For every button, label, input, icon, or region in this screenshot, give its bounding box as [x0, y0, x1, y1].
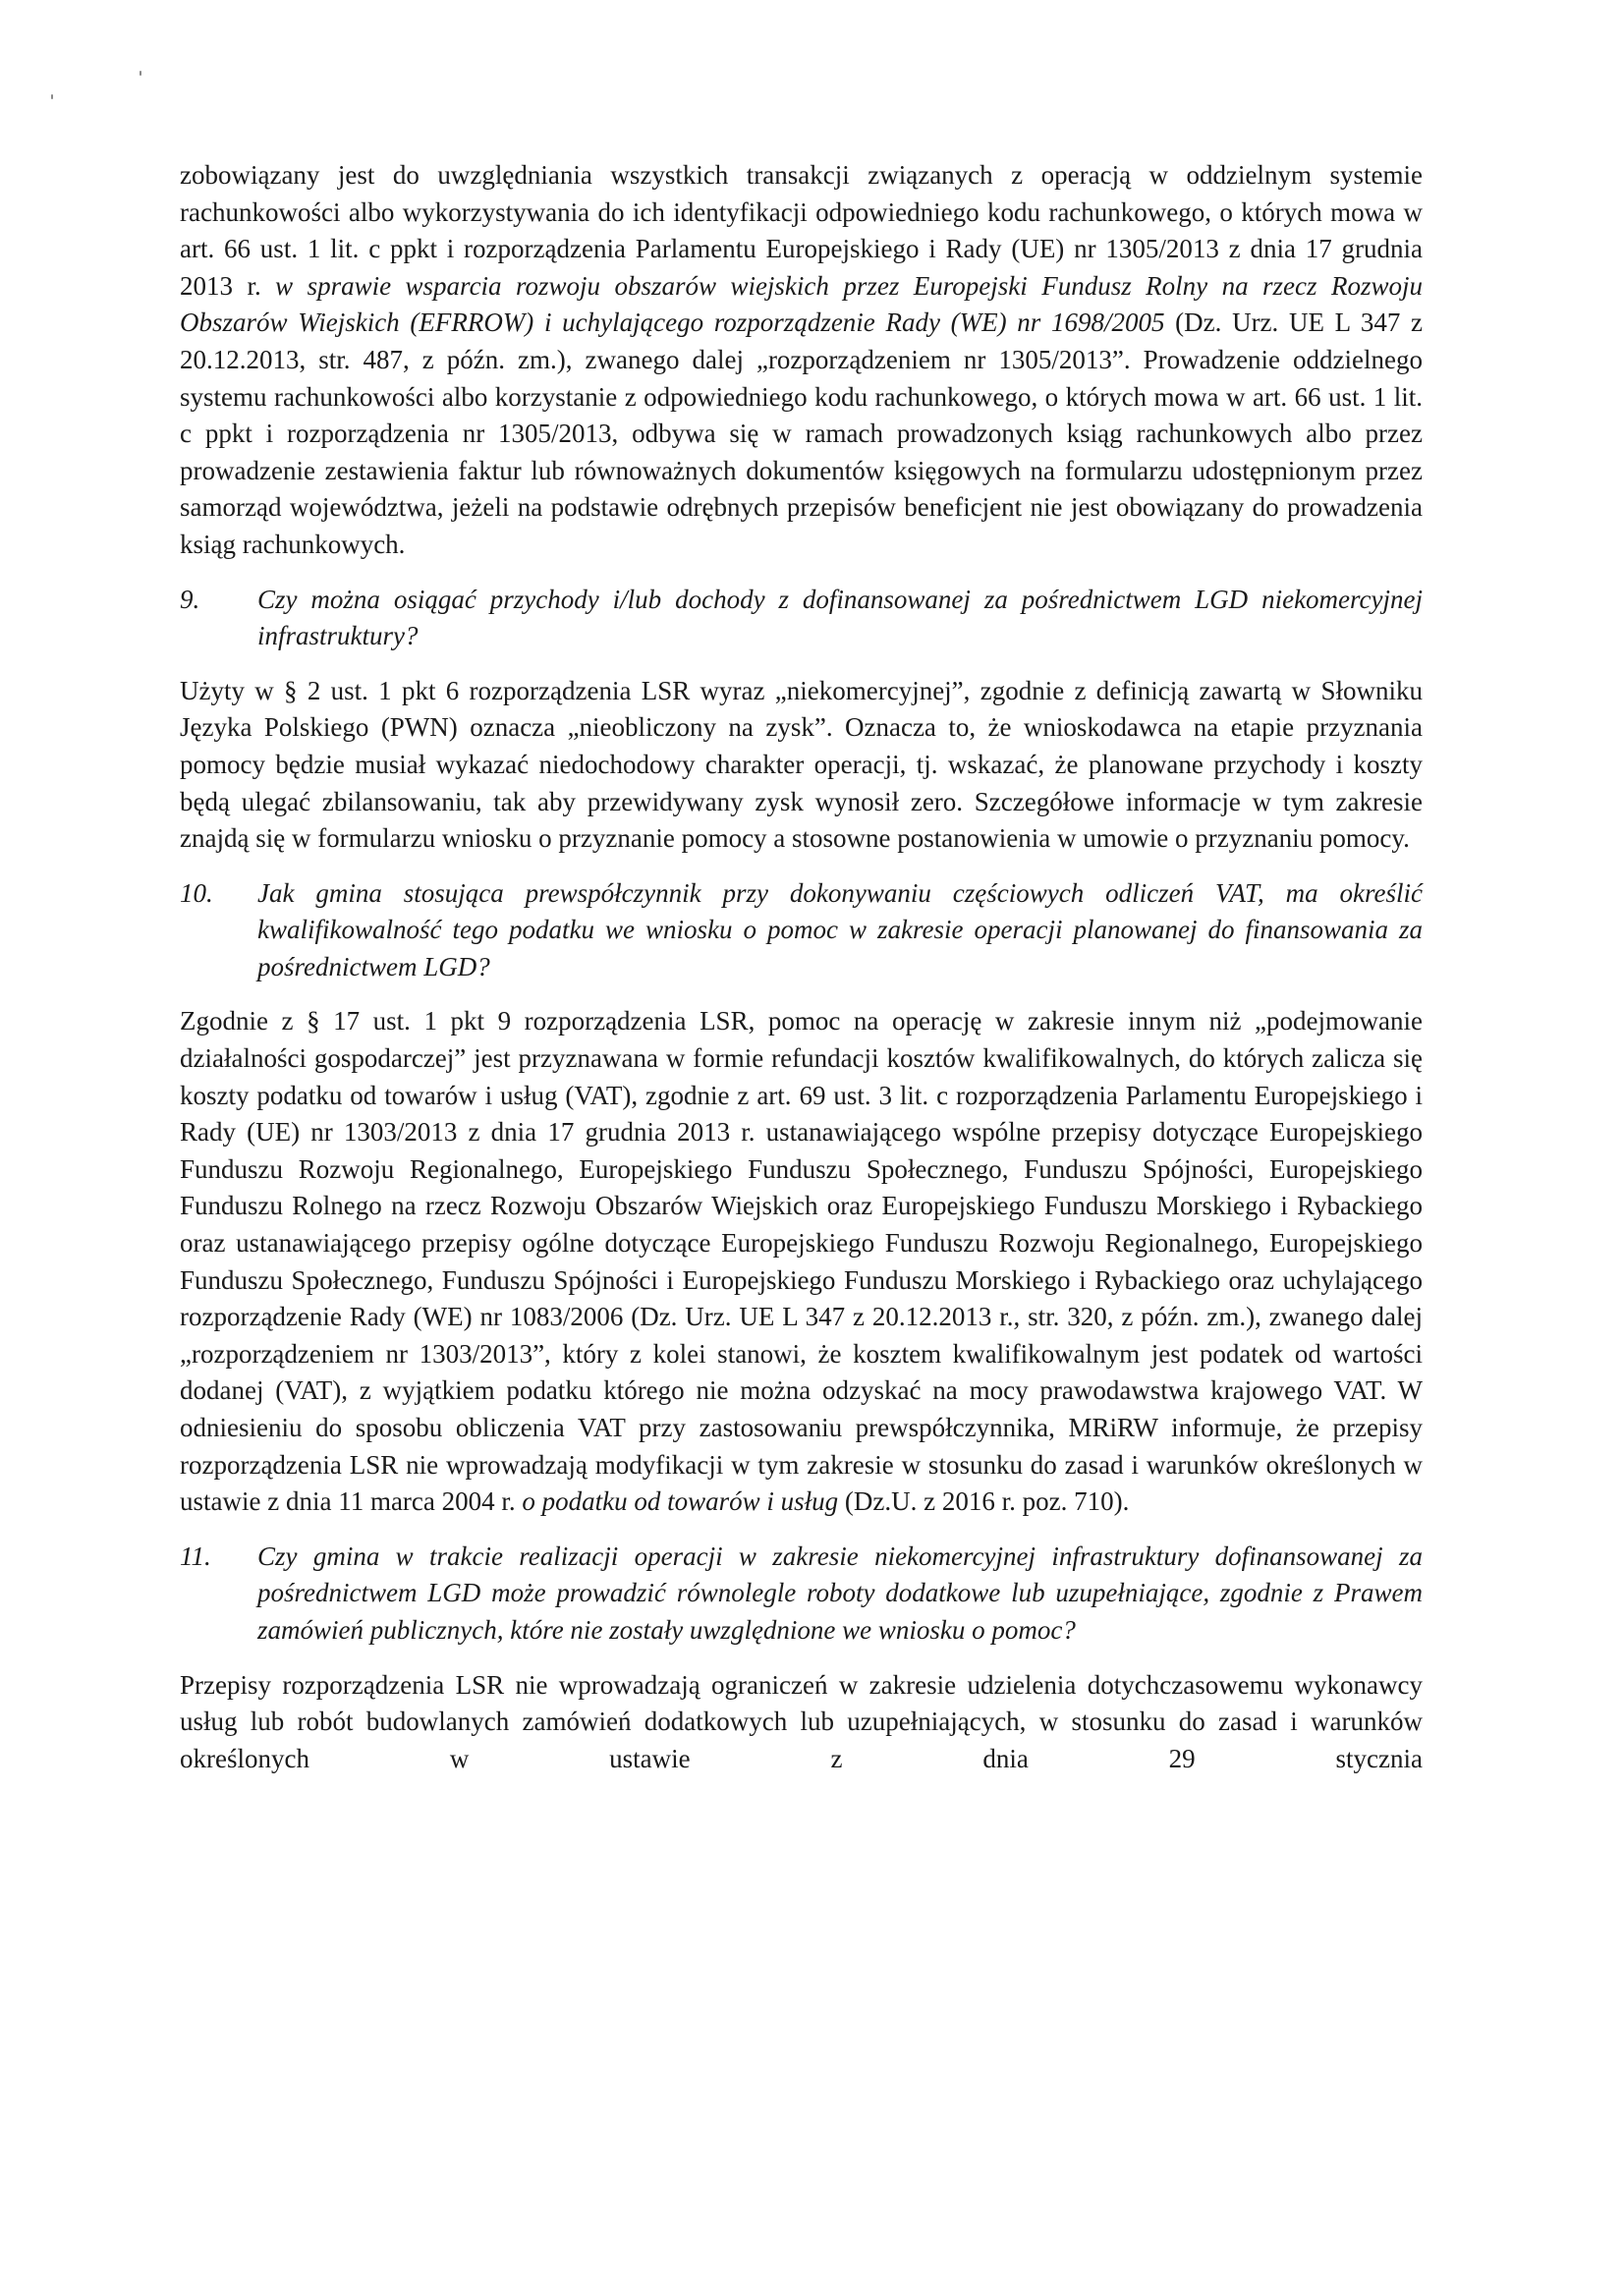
question-number: 9. — [180, 584, 200, 614]
paragraph-text: zobowiązany jest do uwzględniania wszystkich transakcji związanych z operacją w oddzielnym systemie rachunkowości albo wykorzystywania do ich identyfikacji odpowiedniego kodu rachunkowego, o których mowa w art. 66 ust. 1 lit. c ppkt i rozporządzenia Parlamentu Europejskiego i Rady (UE) nr 1305/2013 z dnia 17 grudnia 2013 r. — [180, 160, 1423, 301]
question-text: Czy gmina w trakcie realizacji operacji w zakresie niekomercyjnej infrastruktury dofinansowanej za pośrednictwem LGD może prowadzić równolegle roboty dodatkowe lub uzupełniające, zgodnie z Prawem zamówień publicznych, które nie zostały uwzględnione we wniosku o pomoc? — [257, 1540, 1423, 1645]
scan-speck — [140, 71, 141, 76]
document-page — [180, 157, 1423, 1777]
question-11 — [180, 1539, 1423, 1650]
answer-11: Przepisy rozporządzenia LSR nie wprowadzają ograniczeń w zakresie udzielenia dotychczasowemu wykonawcy usług lub robót budowlanych zamówień dodatkowych lub uzupełniających, w stosunku do zasad i warunków określonych w ustawie z dnia 29 stycznia — [180, 1669, 1423, 1773]
question-text: Jak gmina stosująca prewspółczynnik przy dokonywaniu częściowych odliczeń VAT, ma określić kwalifikowalność tego podatku we wniosku o pomoc w zakresie operacji planowanej do finansowania za pośrednictwem LGD? — [257, 877, 1423, 981]
answer-9: Użyty w § 2 ust. 1 pkt 6 rozporządzenia LSR wyraz „niekomercyjnej”, zgodnie z definicją zawartą w Słowniku Języka Polskiego (PWN) oznacza „nieobliczony na zysk”. Oznacza to, że wnioskodawca na etapie przyznania pomocy będzie musiał wykazać niedochodowy charakter operacji, tj. wskazać, że planowane przychody i koszty będą ulegać zbilansowaniu, tak aby przewidywany zysk wynosił zero. Szczegółowe informacje w tym zakresie znajdą się w formularzu wniosku o przyznanie pomocy a stosowne postanowienia w umowie o przyznaniu pomocy. — [180, 675, 1423, 854]
paragraph-accounting — [180, 157, 1423, 564]
question-number: 11. — [180, 1540, 211, 1571]
paragraph-text: (Dz. Urz. UE L 347 z 20.12.2013, str. 487, z późn. zm.), zwanego dalej „rozporządzeniem nr 1305/2013”. Prowadzenie oddzielnego systemu rachunkowości albo korzystanie z odpowiedniego kodu rachunkowego, o których mowa w art. 66 ust. 1 lit. c ppkt i rozporządzenia nr 1305/2013, odbywa się w ramach prowadzonych ksiąg rachunkowych albo przez prowadzenie zestawienia faktur lub równoważnych dokumentów księgowych na formularzu udostępnionym przez samorząd województwa, jeżeli na podstawie odrębnych przepisów beneficjent nie jest obowiązany do prowadzenia ksiąg rachunkowych. — [180, 308, 1423, 559]
question-10 — [180, 875, 1423, 986]
answer-10 — [180, 1003, 1423, 1520]
answer-text: (Dz.U. z 2016 r. poz. 710). — [838, 1486, 1130, 1517]
act-title: o podatku od towarów i usług — [522, 1486, 839, 1517]
question-text: Czy można osiągać przychody i/lub dochody z dofinansowanej za pośrednictwem LGD niekomercyjnej infrastruktury? — [257, 584, 1423, 651]
question-number: 10. — [180, 877, 213, 908]
scan-speck — [51, 94, 53, 99]
regulation-title: w sprawie wsparcia rozwoju obszarów wiejskich przez Europejski Fundusz Rolny na rzecz Rozwoju Obszarów Wiejskich (EFRROW) i uchylającego rozporządzenie Rady (WE) nr 1698/2005 — [180, 270, 1423, 338]
answer-text: Zgodnie z § 17 ust. 1 pkt 9 rozporządzenia LSR, pomoc na operację w zakresie innym niż „podejmowanie działalności gospodarczej” jest przyznawana w formie refundacji kosztów kwalifikowalnych, do których zalicza się koszty podatku od towarów i usług (VAT), zgodnie z art. 69 ust. 3 lit. c rozporządzenia Parlamentu Europejskiego i Rady (UE) nr 1303/2013 z dnia 17 grudnia 2013 r. ustanawiającego wspólne przepisy dotyczące Europejskiego Funduszu Rozwoju Regionalnego, Europejskiego Funduszu Społecznego, Funduszu Spójności, Europejskiego Funduszu Rolnego na rzecz Rozwoju Obszarów Wiejskich oraz Europejskiego Funduszu Morskiego i Rybackiego oraz ustanawiającego przepisy ogólne dotyczące Europejskiego Funduszu Rozwoju Regionalnego, Europejskiego Funduszu Społecznego, Funduszu Spójności i Europejskiego Funduszu Morskiego i Rybackiego oraz uchylającego rozporządzenie Rady (WE) nr 1083/2006 (Dz. Urz. UE L 347 z 20.12.2013 r., str. 320, z późn. zm.), zwanego dalej „rozporządzeniem nr 1303/2013”, który z kolei stanowi, że kosztem kwalifikowalnym jest podatek od wartości dodanej (VAT), z wyjątkiem podatku którego nie można odzyskać na mocy prawodawstwa krajowego VAT. W odniesieniu do sposobu obliczenia VAT przy zastosowaniu prewspółczynnika, MRiRW informuje, że przepisy rozporządzenia LSR nie wprowadzają modyfikacji w tym zakresie w stosunku do zasad i warunków określonych w ustawie z dnia 11 marca 2004 r. — [180, 1006, 1423, 1517]
question-9 — [180, 582, 1423, 655]
